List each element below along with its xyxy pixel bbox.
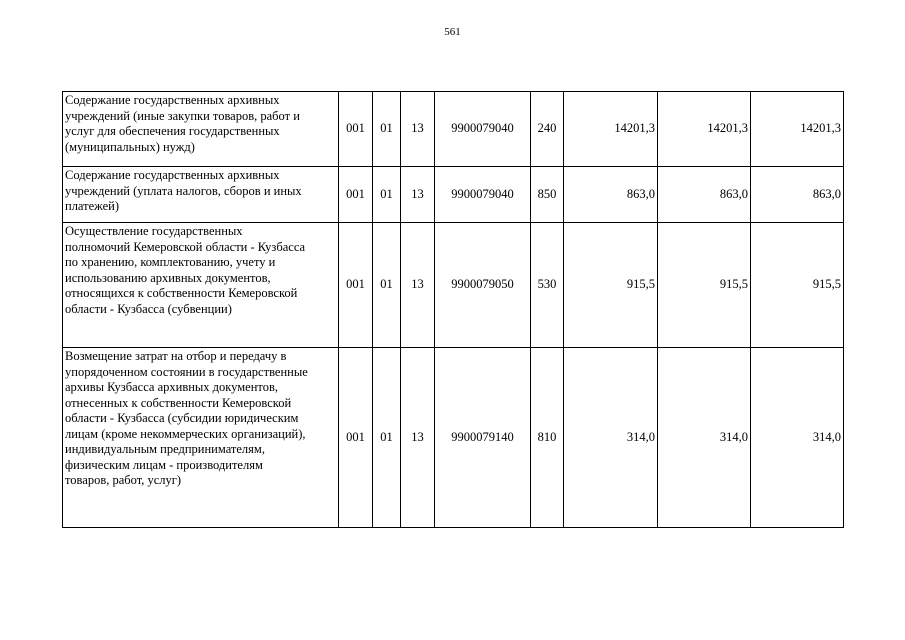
amount-year-2: 314,0	[658, 348, 751, 528]
amount-year-1: 314,0	[564, 348, 658, 528]
table-row	[63, 348, 844, 528]
subsection-code: 13	[401, 223, 435, 348]
subsection-code: 13	[401, 167, 435, 223]
budget-table	[62, 91, 844, 528]
row-description: Содержание государственных архивных учреждений (иные закупки товаров, работ и услуг для обеспечения государственных (муниципальных) нужд)	[63, 92, 339, 167]
target-article-code: 9900079040	[435, 167, 531, 223]
amount-year-1: 863,0	[564, 167, 658, 223]
amount-year-3: 14201,3	[751, 92, 844, 167]
table-row	[63, 223, 844, 348]
ministry-code: 001	[339, 348, 373, 528]
page-number: 561	[444, 26, 461, 38]
target-article-code: 9900079140	[435, 348, 531, 528]
amount-year-3: 863,0	[751, 167, 844, 223]
row-description: Возмещение затрат на отбор и передачу в упорядоченном состоянии в государственные архивы Кузбасса архивных документов, отнесенных к собственности Кемеровской области - Кузбасса (субсидии юридическим лицам (кроме некоммерческих организаций), индивидуальным предпринимателям, физическим лицам - производителям товаров, работ, услуг)	[63, 348, 339, 528]
subsection-code: 13	[401, 348, 435, 528]
table-row	[63, 92, 844, 167]
ministry-code: 001	[339, 223, 373, 348]
ministry-code: 001	[339, 167, 373, 223]
expense-type-code: 810	[531, 348, 564, 528]
amount-year-1: 915,5	[564, 223, 658, 348]
expense-type-code: 850	[531, 167, 564, 223]
section-code: 01	[373, 223, 401, 348]
row-description: Содержание государственных архивных учреждений (уплата налогов, сборов и иных платежей)	[63, 167, 339, 223]
amount-year-3: 314,0	[751, 348, 844, 528]
amount-year-2: 14201,3	[658, 92, 751, 167]
subsection-code: 13	[401, 92, 435, 167]
amount-year-2: 863,0	[658, 167, 751, 223]
expense-type-code: 530	[531, 223, 564, 348]
row-description: Осуществление государственных полномочий Кемеровской области - Кузбасса по хранению, комплектованию, учету и использованию архивных документов, относящихся к собственности Кемеровской области - Кузбасса (субвенции)	[63, 223, 339, 348]
table-row	[63, 167, 844, 223]
amount-year-3: 915,5	[751, 223, 844, 348]
section-code: 01	[373, 348, 401, 528]
amount-year-2: 915,5	[658, 223, 751, 348]
target-article-code: 9900079050	[435, 223, 531, 348]
target-article-code: 9900079040	[435, 92, 531, 167]
section-code: 01	[373, 167, 401, 223]
amount-year-1: 14201,3	[564, 92, 658, 167]
section-code: 01	[373, 92, 401, 167]
expense-type-code: 240	[531, 92, 564, 167]
ministry-code: 001	[339, 92, 373, 167]
